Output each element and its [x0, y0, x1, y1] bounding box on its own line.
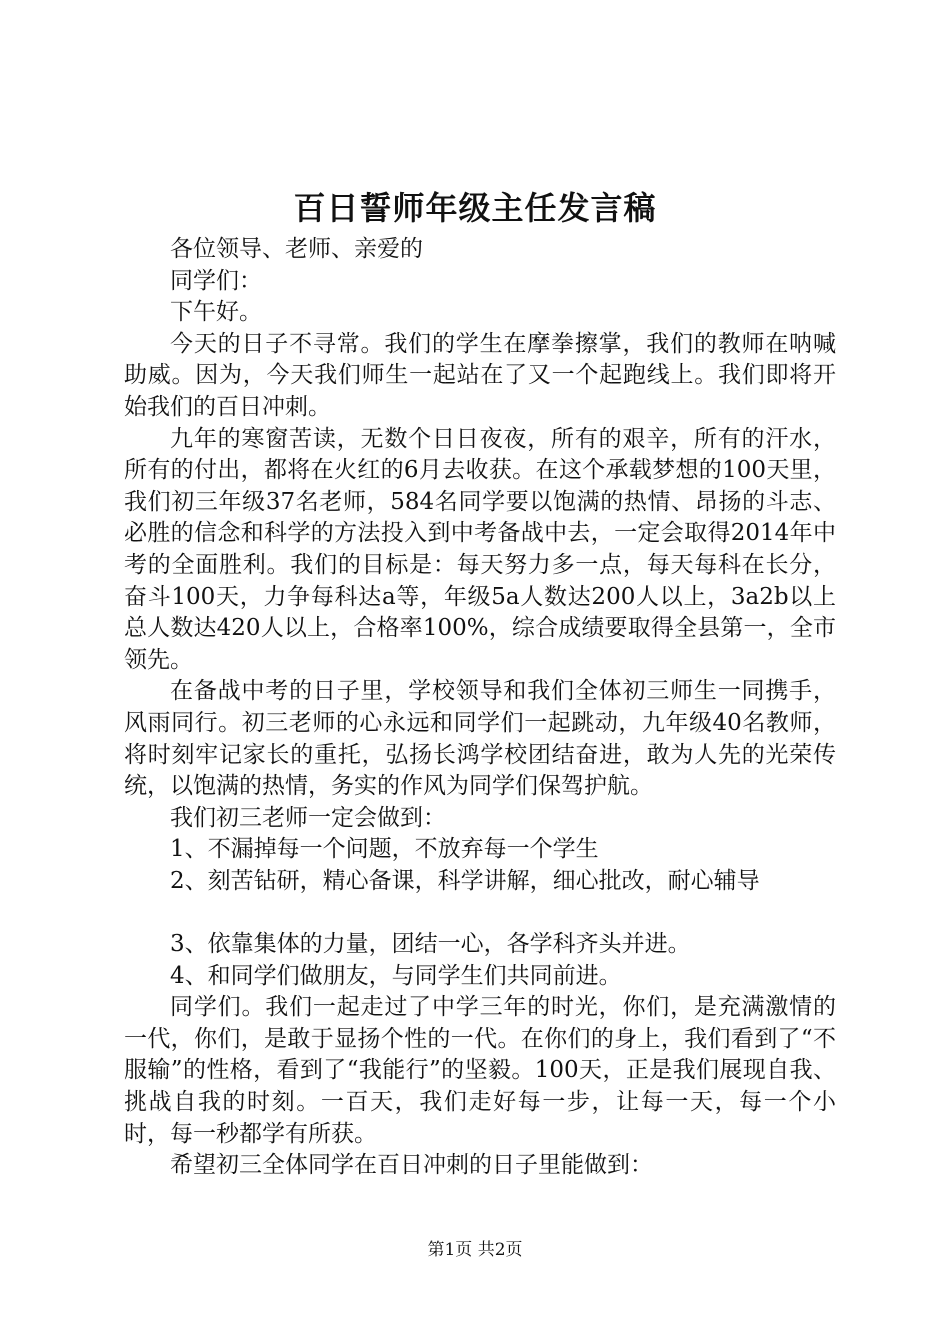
- page-footer: 第1页 共2页: [427, 1240, 523, 1260]
- list-item-1: 1、不漏掉每一个问题，不放弃每一个学生: [170, 836, 599, 863]
- paragraph-goals: 九年的寒窗苦读，无数个日日夜夜，所有的艰辛，所有的汗水，所有的付出，都将在火红的6月去收获。在这个承载梦想的100天里，我们初三年级37名老师，584名同学要以饱满的热情、昂扬的斗志、必胜的信念和科学的方法投入到中考备战中去，一定会取得2014年中考的全面胜利。我们的目标是：每天努力多一点，每天每科在长分，奋斗100天，力争每科达a等，年级5a人数达200人以上，3a2b以上总人数达420人以上，合格率100%，综合成绩要取得全县第一，全市领先。: [124, 425, 836, 673]
- paragraph-students: 同学们。我们一起走过了中学三年的时光，你们，是充满激情的一代，你们，是敢于显扬个性的一代。在你们的身上，我们看到了“不服输”的性格，看到了“我能行”的坚毅。100天，正是我们展现自我、挑战自我的时刻。一百天，我们走好每一步，让每一天，每一个小时，每一秒都学有所获。: [124, 994, 836, 1147]
- list-item-4: 4、和同学们做朋友，与同学生们共同前进。: [170, 962, 622, 989]
- greeting-line-3: 下午好。: [170, 299, 262, 326]
- greeting-line-2: 同学们：: [170, 267, 262, 294]
- paragraph-teachers: 在备战中考的日子里，学校领导和我们全体初三师生一同携手，风雨同行。初三老师的心永远和同学们一起跳动，九年级40名教师，将时刻牢记家长的重托，弘扬长鸿学校团结奋进，敢为人先的光荣传统，以饱满的热情，务实的作风为同学们保驾护航。: [124, 678, 836, 800]
- paragraph-promise-intro: 我们初三老师一定会做到：: [170, 804, 446, 831]
- paragraph-opening: 今天的日子不寻常。我们的学生在摩拳擦掌，我们的教师在呐喊助威。因为，今天我们师生一起站在了又一个起跑线上。我们即将开始我们的百日冲刺。: [124, 330, 836, 420]
- list-item-2: 2、刻苦钻研，精心备课，科学讲解，细心批改，耐心辅导: [170, 867, 760, 894]
- paragraph-hope: 希望初三全体同学在百日冲刺的日子里能做到：: [170, 1152, 653, 1179]
- list-item-3: 3、依靠集体的力量，团结一心，各学科齐头并进。: [170, 931, 691, 958]
- greeting-line-1: 各位领导、老师、亲爱的: [170, 236, 423, 262]
- document-body: [124, 234, 836, 1182]
- document-title: 百日誓师年级主任发言稿: [293, 189, 657, 227]
